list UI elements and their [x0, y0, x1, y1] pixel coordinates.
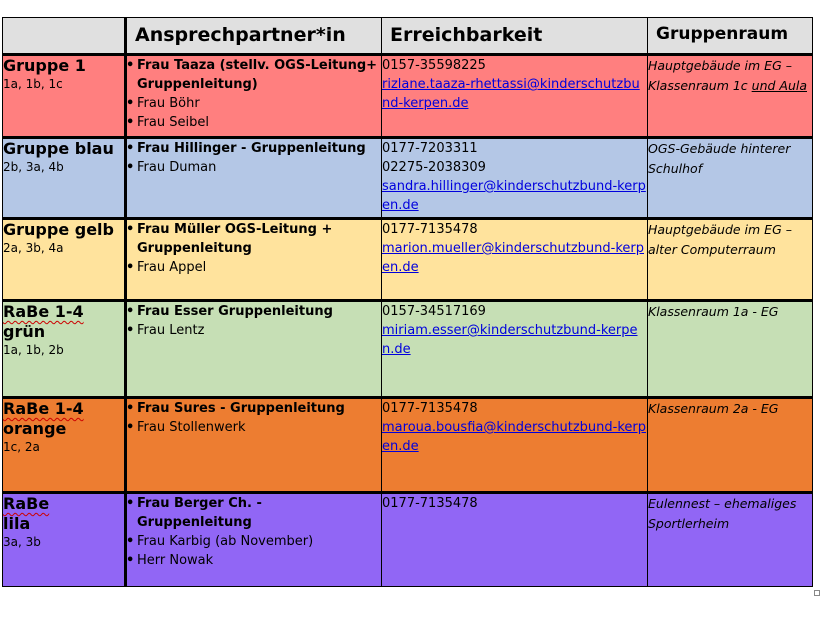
group-classes: 2b, 3a, 4b — [3, 160, 64, 174]
contact-item: • Frau Stollenwerk — [127, 418, 381, 437]
contact-item: • Frau Duman — [127, 158, 381, 177]
room-text: Klassenraum 1a - EG — [648, 304, 779, 319]
contact-item: • Frau Böhr — [127, 94, 381, 113]
room-text: Klassenraum 2a - EG — [648, 401, 779, 416]
room-cell — [648, 219, 813, 301]
reachability-cell — [382, 138, 648, 219]
table-row-gruppe-1 — [3, 55, 813, 138]
group-cell — [3, 301, 126, 398]
group-name: Gruppe gelb — [3, 220, 114, 239]
contacts-cell — [126, 301, 382, 398]
room-cell — [648, 398, 813, 493]
email-link[interactable]: maroua.bousfia@kinderschutzbund-kerpen.de — [382, 420, 646, 454]
email-link[interactable]: rizlane.taaza-rhettassi@kinderschutzbund-kerpen.de — [382, 77, 640, 111]
reachability-cell — [382, 219, 648, 301]
group-classes: 1a, 1b, 2b — [3, 343, 64, 357]
group-name: RaBe — [3, 494, 50, 513]
room-text: OGS-Gebäude hinterer Schulhof — [648, 141, 791, 176]
group-cell — [3, 219, 126, 301]
group-classes: 1c, 2a — [3, 440, 40, 454]
group-classes: 3a, 3b — [3, 535, 41, 549]
room-cell — [648, 138, 813, 219]
header-group-room: Gruppenraum — [648, 18, 813, 55]
contact-item: • Frau Berger Ch. - Gruppenleitung — [127, 494, 381, 532]
contact-item: • Frau Hillinger - Gruppenleitung — [127, 139, 381, 158]
group-classes: 2a, 3b, 4a — [3, 241, 64, 255]
contact-item: • Frau Esser Gruppenleitung — [127, 302, 381, 321]
contacts-cell — [126, 398, 382, 493]
group-name-line2: grün — [3, 322, 46, 341]
group-name: RaBe 1-4 — [3, 399, 84, 418]
group-name-line2: orange — [3, 419, 67, 438]
phone-number: 0157-35598225 — [382, 58, 486, 73]
contact-item: • Frau Taaza (stellv. OGS-Leitung+ Gruppenleitung) — [127, 56, 381, 94]
contact-item: • Frau Karbig (ab November) — [127, 532, 381, 551]
room-cell — [648, 301, 813, 398]
table-row-gruppe-blau — [3, 138, 813, 219]
groups-table — [2, 17, 813, 587]
contacts-cell — [126, 138, 382, 219]
contacts-cell — [126, 219, 382, 301]
email-link[interactable]: sandra.hillinger@kinderschutzbund-kerpen.de — [382, 179, 646, 213]
header-contact-person: Ansprechpartner*in — [126, 18, 382, 55]
reachability-cell — [382, 301, 648, 398]
contacts-cell — [126, 55, 382, 138]
reachability-cell — [382, 55, 648, 138]
group-name: Gruppe 1 — [3, 56, 86, 75]
group-name: RaBe 1-4 — [3, 302, 84, 321]
contact-item: • Frau Seibel — [127, 113, 381, 132]
table-resize-handle[interactable] — [814, 590, 820, 596]
table-row-rabe-orange — [3, 398, 813, 493]
group-cell — [3, 398, 126, 493]
room-text: Eulennest – ehemaliges Sportlerheim — [648, 496, 797, 531]
phone-number: 0157-34517169 — [382, 304, 486, 319]
group-cell — [3, 55, 126, 138]
email-link[interactable]: miriam.esser@kinderschutzbund-kerpen.de — [382, 323, 638, 357]
reachability-cell — [382, 398, 648, 493]
group-cell — [3, 493, 126, 587]
group-cell — [3, 138, 126, 219]
room-extra: und Aula — [751, 78, 807, 93]
table-row-rabe-gruen — [3, 301, 813, 398]
contact-item: • Frau Lentz — [127, 321, 381, 340]
group-classes: 1a, 1b, 1c — [3, 77, 63, 91]
contact-item: • Frau Appel — [127, 258, 381, 277]
group-name: Gruppe blau — [3, 139, 114, 158]
room-text: Hauptgebäude im EG – alter Computerraum — [648, 222, 792, 257]
room-cell — [648, 493, 813, 587]
email-link[interactable]: marion.mueller@kinderschutzbund-kerpen.de — [382, 241, 645, 275]
contact-item: • Frau Müller OGS-Leitung + Gruppenleitung — [127, 220, 381, 258]
header-group — [3, 18, 126, 55]
contact-item: • Herr Nowak — [127, 551, 381, 570]
table-row-rabe-lila — [3, 493, 813, 587]
phone-number: 02275-2038309 — [382, 160, 486, 175]
room-text: Hauptgebäude im EG – Klassenraum 1c — [648, 58, 792, 93]
group-name-line2: lila — [3, 514, 31, 533]
header-reachability: Erreichbarkeit — [382, 18, 648, 55]
phone-number: 0177-7135478 — [382, 222, 478, 237]
header-row — [3, 18, 813, 55]
phone-number: 0177-7135478 — [382, 496, 478, 511]
contact-item: • Frau Sures - Gruppenleitung — [127, 399, 381, 418]
phone-number: 0177-7203311 — [382, 141, 478, 156]
room-cell — [648, 55, 813, 138]
table-row-gruppe-gelb — [3, 219, 813, 301]
phone-number: 0177-7135478 — [382, 401, 478, 416]
reachability-cell — [382, 493, 648, 587]
contacts-cell — [126, 493, 382, 587]
